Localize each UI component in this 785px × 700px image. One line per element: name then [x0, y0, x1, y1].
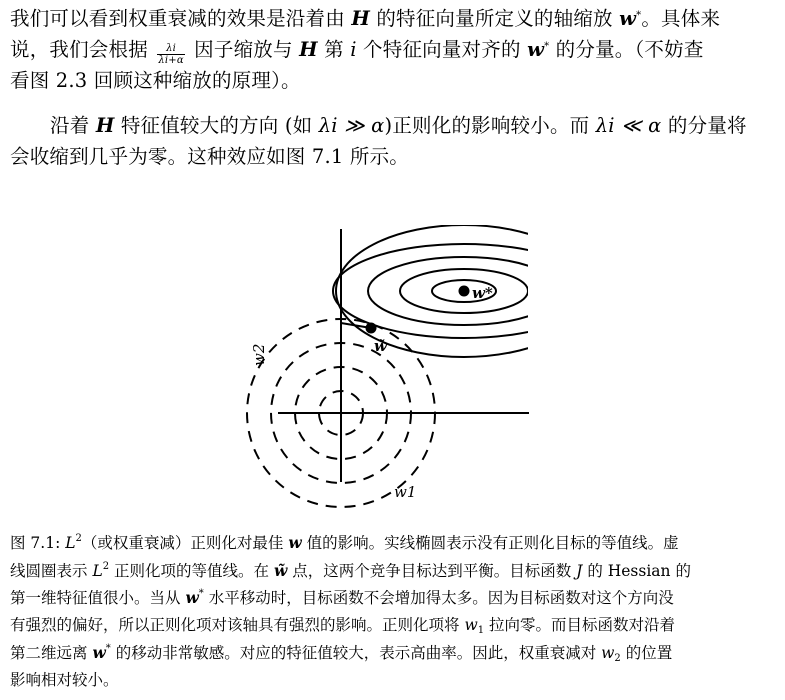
- paragraph-1-line-3: 看图 2.3 回顾这种缩放的原理）。: [10, 69, 301, 92]
- text: 正则化项的等值线。在: [109, 561, 274, 580]
- text: 因子缩放与: [187, 38, 300, 61]
- math-star: *: [105, 643, 111, 654]
- math-J: J: [576, 561, 583, 580]
- text: )正则化的影响较小。而: [384, 114, 596, 137]
- text: 水平移动时，目标函数不会增加得太多。因为目标函数对这个方向没: [203, 589, 674, 607]
- math-w: w: [288, 533, 302, 552]
- text: 的分量。（不妨查: [549, 38, 704, 61]
- text: 图 7.1:: [10, 534, 66, 552]
- text: 线圆圈表示: [10, 561, 93, 580]
- math-H: H: [299, 38, 318, 61]
- math-i: i: [350, 38, 357, 61]
- paragraph-2: [10, 110, 778, 172]
- math-sup: 2: [102, 560, 110, 572]
- text: 个特征向量对齐的: [356, 38, 528, 61]
- figure-caption: [10, 529, 778, 694]
- w-star-label: w*: [472, 284, 493, 302]
- text: 特征值较大的方向 (如: [114, 114, 319, 137]
- paragraph-1: [10, 3, 778, 96]
- text: 。具体来: [641, 7, 721, 30]
- w2-axis-label: w2: [250, 343, 268, 366]
- w-star-point: [459, 286, 470, 297]
- caption-line-2: [10, 557, 778, 585]
- text: 的特征向量所定义的轴缩放: [369, 7, 620, 30]
- math-sub: 2: [614, 653, 621, 664]
- math-w: w: [601, 644, 615, 662]
- w-tilde-label: w̃: [374, 337, 387, 355]
- math-H: H: [95, 114, 115, 137]
- math-w: w: [185, 588, 199, 607]
- text: 第一维特征值很小。当从: [10, 589, 186, 607]
- text: 我们可以看到权重衰减的效果是沿着由: [10, 7, 352, 30]
- math-star: *: [544, 41, 550, 52]
- math-sub: 1: [477, 624, 485, 636]
- fraction-numerator: λi: [157, 43, 184, 55]
- text: 第: [317, 38, 351, 61]
- math-L: L: [92, 561, 103, 580]
- text: 点，这两个竞争目标达到平衡。目标函数: [287, 561, 577, 580]
- paragraph-2-line-2: 会收缩到几乎为零。这种效应如图 7.1 所示。: [10, 145, 410, 168]
- text: 的移动非常敏感。对应的特征值较大，表示高曲率。因此，权重衰减对: [110, 644, 602, 662]
- text: 沿着: [50, 114, 96, 137]
- caption-line-6: 影响相对较小。: [10, 670, 119, 689]
- math-w-tilde: w̃: [273, 560, 288, 580]
- math-sup: 2: [75, 533, 82, 544]
- text: 的 Hessian 的: [582, 561, 691, 580]
- math-w: w: [527, 38, 545, 61]
- math-star: *: [198, 588, 204, 599]
- text: 拉向零。而目标函数对沿着: [484, 615, 676, 634]
- caption-line-1: [10, 529, 778, 557]
- paragraph-2-line-1: [10, 110, 778, 141]
- figure-7-1: [250, 225, 540, 510]
- math-w: w: [92, 643, 106, 662]
- text: 的分量将: [661, 114, 747, 137]
- text: 说，我们会根据: [10, 38, 155, 61]
- caption-line-5: [10, 639, 778, 667]
- text: （或权重衰减）正则化对最佳: [81, 534, 289, 552]
- math-w: w: [619, 7, 637, 30]
- paragraph-1-line-1: [10, 3, 778, 34]
- caption-line-4: [10, 612, 778, 640]
- paragraph-1-line-2: [10, 34, 778, 65]
- math-L: L: [65, 534, 76, 552]
- math-w: w: [464, 615, 478, 634]
- math-inequality: λi ≪ α: [595, 114, 662, 137]
- math-inequality: λi ≫ α: [318, 114, 385, 137]
- math-H: H: [351, 7, 370, 30]
- math-star: *: [636, 10, 642, 21]
- w-tilde-point: [366, 323, 377, 334]
- w1-axis-label: w1: [394, 483, 417, 501]
- text: 值的影响。实线椭圆表示没有正则化目标的等值线。虚: [301, 534, 679, 552]
- fraction: [157, 43, 184, 66]
- fraction-denominator: λi+α: [158, 55, 184, 66]
- text: 第二维远离: [10, 644, 93, 662]
- text: 的位置: [620, 644, 673, 662]
- caption-line-3: [10, 584, 778, 612]
- text: 有强烈的偏好，所以正则化项对该轴具有强烈的影响。正则化项将: [10, 615, 465, 634]
